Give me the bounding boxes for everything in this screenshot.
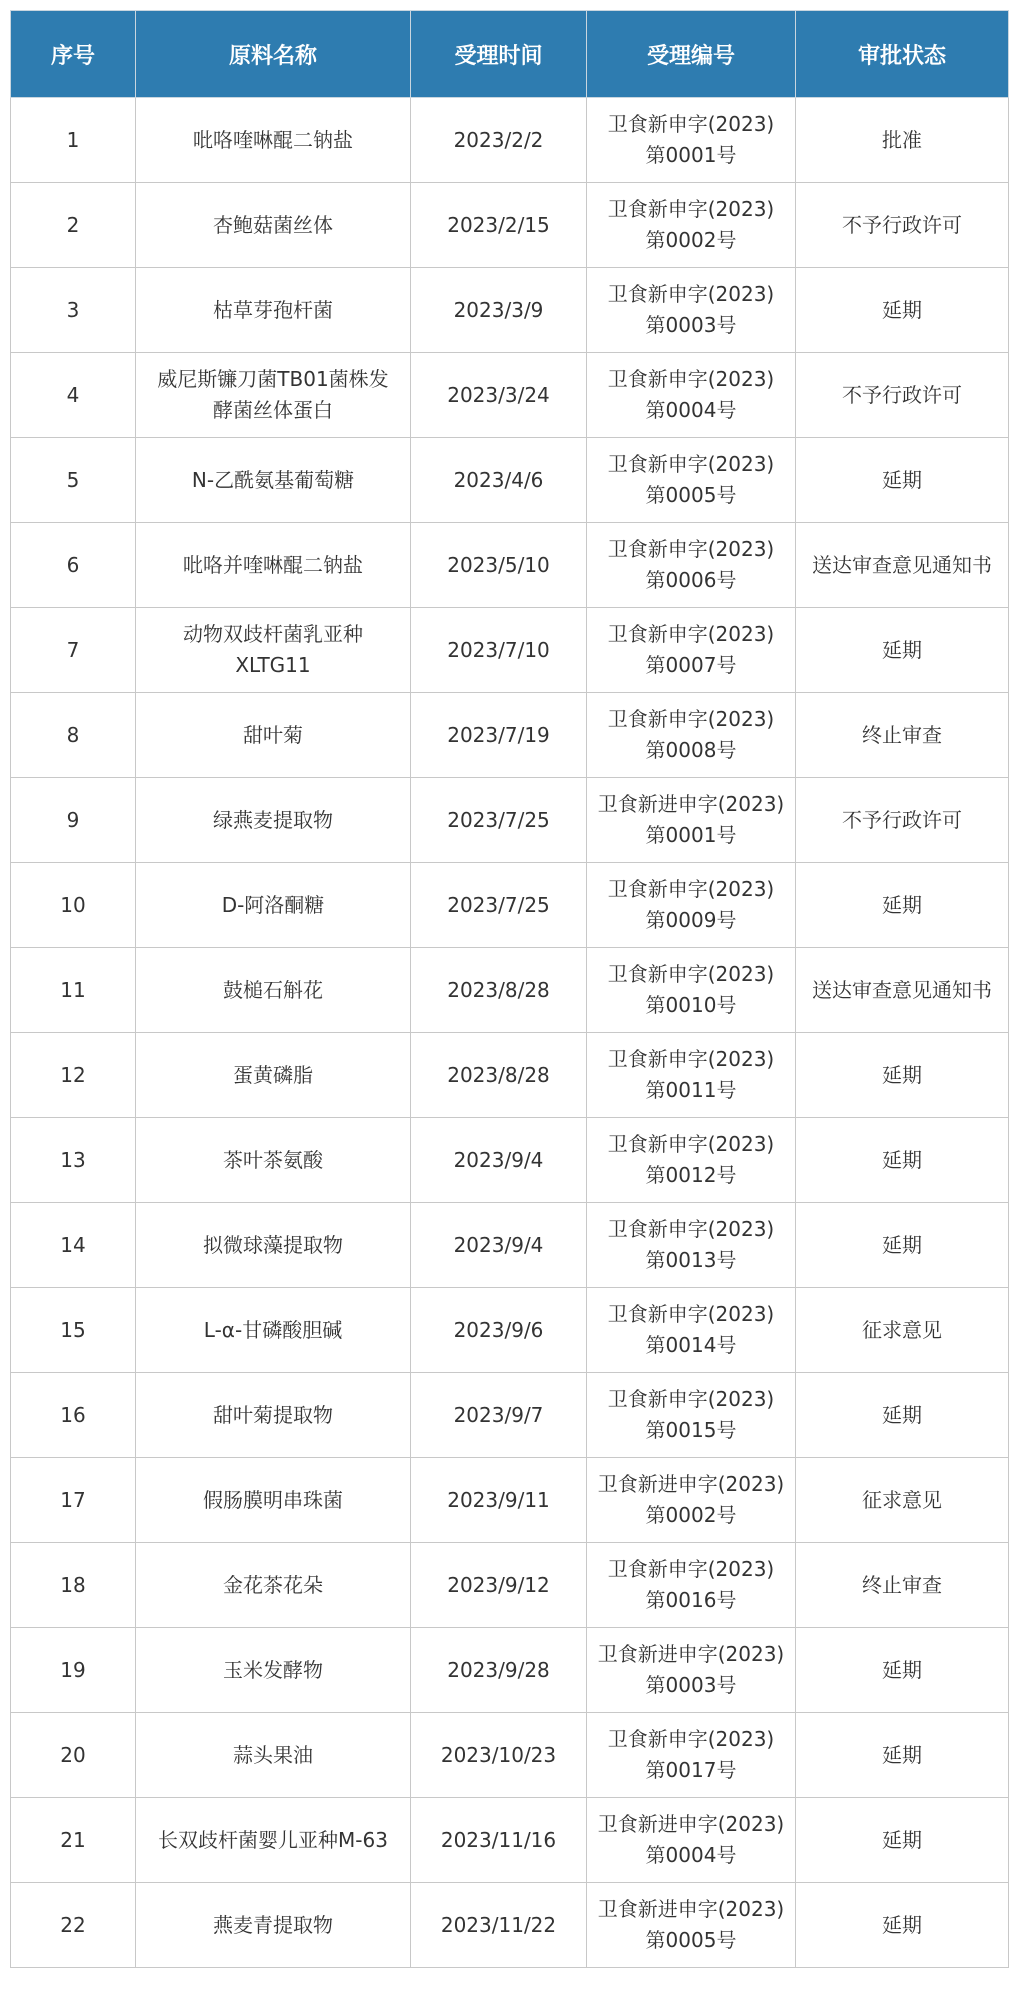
accept-number-line: 卫食新申字(2023): [607, 1132, 775, 1156]
cell-material-name: [136, 948, 411, 1033]
accept-number-line: 卫食新申字(2023): [607, 877, 775, 901]
accept-number-line: 卫食新进申字(2023): [597, 792, 785, 816]
cell-accept-number: [587, 693, 796, 778]
table-row: [11, 98, 1009, 183]
cell-material-name: [136, 1458, 411, 1543]
header-index: 序号: [11, 11, 136, 98]
material-name-line: N-乙酰氨基葡萄糖: [191, 467, 355, 492]
cell-accept-number: [587, 1203, 796, 1288]
accept-number-line: 卫食新申字(2023): [607, 1727, 775, 1751]
cell-approval-status: 不予行政许可: [796, 183, 1009, 268]
cell-material-name: [136, 1288, 411, 1373]
cell-index: 18: [11, 1543, 136, 1628]
material-name-line: 蒜头果油: [233, 1742, 313, 1767]
cell-approval-status: 延期: [796, 1713, 1009, 1798]
material-name-line: 酵菌丝体蛋白: [213, 398, 333, 422]
material-name-line: 蛋黄磷脂: [233, 1062, 313, 1087]
cell-index: 13: [11, 1118, 136, 1203]
cell-approval-status: 送达审查意见通知书: [796, 523, 1009, 608]
cell-accept-date: 2023/9/4: [411, 1118, 587, 1203]
accept-number-line: 卫食新申字(2023): [607, 197, 775, 221]
material-name-line: 吡咯喹啉醌二钠盐: [193, 127, 353, 152]
accept-number-line: 第0001号: [645, 143, 737, 167]
accept-number-line: 第0016号: [645, 1588, 737, 1612]
applications-table-container: [10, 10, 1008, 1968]
table-row: [11, 693, 1009, 778]
cell-accept-date: 2023/7/10: [411, 608, 587, 693]
cell-approval-status: 延期: [796, 1373, 1009, 1458]
accept-number-line: 第0010号: [645, 993, 737, 1017]
cell-approval-status: 不予行政许可: [796, 353, 1009, 438]
material-name-line: D-阿洛酮糖: [221, 892, 325, 917]
table-row: [11, 183, 1009, 268]
cell-material-name: [136, 1713, 411, 1798]
accept-number-line: 卫食新进申字(2023): [597, 1472, 785, 1496]
cell-approval-status: 延期: [796, 1798, 1009, 1883]
material-name-line: 动物双歧杆菌乳亚种: [183, 622, 363, 646]
cell-accept-number: [587, 1628, 796, 1713]
table-row: [11, 438, 1009, 523]
accept-number-line: 第0003号: [645, 1673, 737, 1697]
accept-number-line: 第0004号: [645, 1843, 737, 1867]
accept-number-line: 卫食新申字(2023): [607, 622, 775, 646]
cell-index: 2: [11, 183, 136, 268]
cell-material-name: [136, 268, 411, 353]
accept-number-line: 第0001号: [645, 823, 737, 847]
cell-accept-date: 2023/11/16: [411, 1798, 587, 1883]
header-approval-status: 审批状态: [796, 11, 1009, 98]
table-row: [11, 1203, 1009, 1288]
table-row: [11, 268, 1009, 353]
accept-number-line: 卫食新申字(2023): [607, 367, 775, 391]
accept-number-line: 第0012号: [645, 1163, 737, 1187]
cell-accept-number: [587, 1798, 796, 1883]
cell-approval-status: 终止审查: [796, 1543, 1009, 1628]
header-material-name: 原料名称: [136, 11, 411, 98]
cell-approval-status: 延期: [796, 438, 1009, 523]
accept-number-line: 第0004号: [645, 398, 737, 422]
cell-accept-date: 2023/10/23: [411, 1713, 587, 1798]
cell-accept-number: [587, 948, 796, 1033]
accept-number-line: 卫食新申字(2023): [607, 1217, 775, 1241]
table-row: [11, 1373, 1009, 1458]
cell-index: 5: [11, 438, 136, 523]
cell-index: 4: [11, 353, 136, 438]
cell-accept-date: 2023/8/28: [411, 948, 587, 1033]
material-name-line: 假肠膜明串珠菌: [203, 1487, 343, 1512]
table-body: [11, 98, 1009, 1968]
cell-approval-status: 批准: [796, 98, 1009, 183]
cell-accept-number: [587, 863, 796, 948]
accept-number-line: 第0005号: [645, 483, 737, 507]
cell-approval-status: 延期: [796, 1203, 1009, 1288]
cell-accept-date: 2023/3/9: [411, 268, 587, 353]
cell-accept-number: [587, 98, 796, 183]
cell-material-name: [136, 1628, 411, 1713]
header-accept-number: 受理编号: [587, 11, 796, 98]
cell-index: 6: [11, 523, 136, 608]
accept-number-line: 第0011号: [645, 1078, 737, 1102]
material-name-line: 绿燕麦提取物: [213, 807, 333, 832]
cell-accept-date: 2023/9/6: [411, 1288, 587, 1373]
cell-index: 1: [11, 98, 136, 183]
cell-index: 22: [11, 1883, 136, 1968]
cell-index: 11: [11, 948, 136, 1033]
cell-index: 17: [11, 1458, 136, 1543]
table-row: [11, 778, 1009, 863]
accept-number-line: 卫食新进申字(2023): [597, 1897, 785, 1921]
header-accept-date: 受理时间: [411, 11, 587, 98]
accept-number-line: 卫食新申字(2023): [607, 707, 775, 731]
table-row: [11, 948, 1009, 1033]
cell-accept-number: [587, 1458, 796, 1543]
cell-accept-date: 2023/2/2: [411, 98, 587, 183]
table-row: [11, 353, 1009, 438]
cell-index: 12: [11, 1033, 136, 1118]
cell-accept-date: 2023/9/12: [411, 1543, 587, 1628]
material-name-line: 玉米发酵物: [223, 1657, 323, 1682]
cell-material-name: [136, 183, 411, 268]
accept-number-line: 第0008号: [645, 738, 737, 762]
cell-accept-number: [587, 1288, 796, 1373]
cell-approval-status: 终止审查: [796, 693, 1009, 778]
cell-accept-number: [587, 1118, 796, 1203]
cell-approval-status: 征求意见: [796, 1458, 1009, 1543]
cell-material-name: [136, 1373, 411, 1458]
cell-accept-number: [587, 353, 796, 438]
cell-accept-date: 2023/11/22: [411, 1883, 587, 1968]
table-row: [11, 863, 1009, 948]
cell-accept-number: [587, 183, 796, 268]
cell-accept-date: 2023/2/15: [411, 183, 587, 268]
cell-accept-date: 2023/4/6: [411, 438, 587, 523]
material-name-line: 杏鲍菇菌丝体: [213, 212, 333, 237]
cell-material-name: [136, 693, 411, 778]
cell-approval-status: 延期: [796, 1033, 1009, 1118]
cell-material-name: [136, 1798, 411, 1883]
material-name-line: 甜叶菊提取物: [213, 1402, 333, 1427]
cell-index: 21: [11, 1798, 136, 1883]
cell-index: 14: [11, 1203, 136, 1288]
cell-accept-number: [587, 1543, 796, 1628]
cell-material-name: [136, 353, 411, 438]
material-name-line: 拟微球藻提取物: [203, 1232, 343, 1257]
cell-index: 3: [11, 268, 136, 353]
cell-material-name: [136, 1118, 411, 1203]
accept-number-line: 卫食新申字(2023): [607, 1047, 775, 1071]
accept-number-line: 第0005号: [645, 1928, 737, 1952]
cell-accept-number: [587, 608, 796, 693]
cell-accept-number: [587, 523, 796, 608]
cell-approval-status: 延期: [796, 1628, 1009, 1713]
cell-material-name: [136, 1203, 411, 1288]
cell-material-name: [136, 1033, 411, 1118]
accept-number-line: 第0002号: [645, 1503, 737, 1527]
cell-accept-date: 2023/5/10: [411, 523, 587, 608]
cell-accept-date: 2023/7/25: [411, 778, 587, 863]
accept-number-line: 第0014号: [645, 1333, 737, 1357]
cell-approval-status: 延期: [796, 1118, 1009, 1203]
cell-accept-number: [587, 1373, 796, 1458]
cell-index: 20: [11, 1713, 136, 1798]
cell-approval-status: 延期: [796, 608, 1009, 693]
table-row: [11, 1033, 1009, 1118]
material-name-line: 燕麦青提取物: [213, 1912, 333, 1937]
accept-number-line: 第0015号: [645, 1418, 737, 1442]
table-row: [11, 523, 1009, 608]
material-name-line: 甜叶菊: [243, 722, 303, 747]
cell-material-name: [136, 778, 411, 863]
accept-number-line: 卫食新申字(2023): [607, 1557, 775, 1581]
accept-number-line: 卫食新申字(2023): [607, 452, 775, 476]
accept-number-line: 第0009号: [645, 908, 737, 932]
accept-number-line: 卫食新进申字(2023): [597, 1642, 785, 1666]
cell-accept-date: 2023/9/4: [411, 1203, 587, 1288]
cell-accept-date: 2023/7/19: [411, 693, 587, 778]
cell-material-name: [136, 523, 411, 608]
accept-number-line: 第0013号: [645, 1248, 737, 1272]
cell-index: 8: [11, 693, 136, 778]
accept-number-line: 卫食新申字(2023): [607, 1387, 775, 1411]
cell-accept-date: 2023/9/11: [411, 1458, 587, 1543]
cell-index: 16: [11, 1373, 136, 1458]
material-name-line: 长双歧杆菌婴儿亚种M-63: [158, 1827, 388, 1852]
cell-approval-status: 延期: [796, 1883, 1009, 1968]
cell-accept-number: [587, 1713, 796, 1798]
cell-index: 19: [11, 1628, 136, 1713]
cell-material-name: [136, 863, 411, 948]
table-row: [11, 1883, 1009, 1968]
table-row: [11, 1713, 1009, 1798]
accept-number-line: 卫食新申字(2023): [607, 962, 775, 986]
accept-number-line: 第0017号: [645, 1758, 737, 1782]
table-row: [11, 1543, 1009, 1628]
cell-accept-date: 2023/3/24: [411, 353, 587, 438]
cell-material-name: [136, 1543, 411, 1628]
cell-index: 9: [11, 778, 136, 863]
cell-approval-status: 延期: [796, 268, 1009, 353]
accept-number-line: 卫食新申字(2023): [607, 282, 775, 306]
cell-material-name: [136, 608, 411, 693]
accept-number-line: 第0006号: [645, 568, 737, 592]
cell-material-name: [136, 438, 411, 523]
cell-accept-number: [587, 1883, 796, 1968]
material-name-line: L-α-甘磷酸胆碱: [203, 1317, 343, 1342]
material-name-line: XLTG11: [235, 653, 311, 677]
accept-number-line: 卫食新申字(2023): [607, 1302, 775, 1326]
table-row: [11, 608, 1009, 693]
header-row: [11, 11, 1009, 98]
cell-material-name: [136, 98, 411, 183]
cell-approval-status: 征求意见: [796, 1288, 1009, 1373]
material-name-line: 鼓槌石斛花: [223, 977, 323, 1002]
accept-number-line: 第0007号: [645, 653, 737, 677]
cell-accept-date: 2023/9/28: [411, 1628, 587, 1713]
cell-approval-status: 送达审查意见通知书: [796, 948, 1009, 1033]
cell-index: 7: [11, 608, 136, 693]
table-header: [11, 11, 1009, 98]
cell-index: 15: [11, 1288, 136, 1373]
cell-material-name: [136, 1883, 411, 1968]
accept-number-line: 卫食新申字(2023): [607, 112, 775, 136]
cell-accept-number: [587, 438, 796, 523]
cell-accept-date: 2023/9/7: [411, 1373, 587, 1458]
table-row: [11, 1628, 1009, 1713]
material-name-line: 威尼斯镰刀菌TB01菌株发: [157, 367, 389, 391]
accept-number-line: 第0002号: [645, 228, 737, 252]
table-row: [11, 1798, 1009, 1883]
table-row: [11, 1458, 1009, 1543]
material-name-line: 茶叶茶氨酸: [223, 1147, 323, 1172]
cell-accept-number: [587, 1033, 796, 1118]
table-row: [11, 1288, 1009, 1373]
accept-number-line: 第0003号: [645, 313, 737, 337]
material-name-line: 吡咯并喹啉醌二钠盐: [183, 552, 363, 577]
cell-accept-date: 2023/7/25: [411, 863, 587, 948]
cell-accept-number: [587, 268, 796, 353]
cell-approval-status: 不予行政许可: [796, 778, 1009, 863]
accept-number-line: 卫食新申字(2023): [607, 537, 775, 561]
applications-table: [10, 10, 1009, 1968]
cell-accept-number: [587, 778, 796, 863]
material-name-line: 枯草芽孢杆菌: [213, 297, 333, 322]
material-name-line: 金花茶花朵: [223, 1572, 323, 1597]
accept-number-line: 卫食新进申字(2023): [597, 1812, 785, 1836]
cell-accept-date: 2023/8/28: [411, 1033, 587, 1118]
table-row: [11, 1118, 1009, 1203]
cell-index: 10: [11, 863, 136, 948]
cell-approval-status: 延期: [796, 863, 1009, 948]
